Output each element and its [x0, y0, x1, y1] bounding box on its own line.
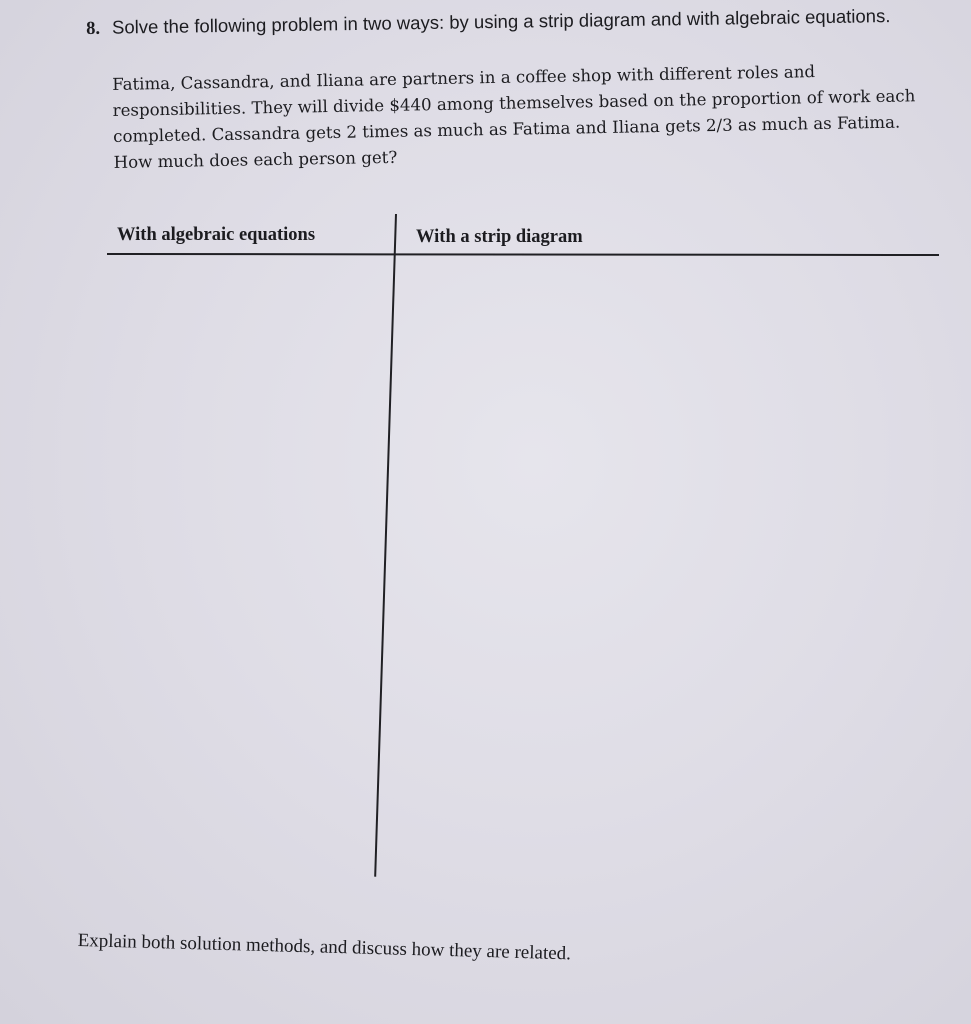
- table-horizontal-rule: [107, 253, 939, 256]
- question-heading: [86, 4, 946, 40]
- question-prompt: Solve the following problem in two ways: by using a strip diagram and with algebraic equations.: [111, 5, 891, 38]
- problem-line: completed. Cassandra gets 2 times as much as Fatima and Iliana gets 2/3 as much as Fatima.: [113, 112, 901, 146]
- problem-line: responsibilities. They will divide $440 among themselves based on the proportion of work each: [112, 86, 916, 120]
- problem-line: Fatima, Cassandra, and Iliana are partners in a coffee shop with different roles and: [112, 62, 816, 94]
- algebraic-equations-header: With algebraic equations: [117, 225, 316, 245]
- strip-diagram-header: With a strip diagram: [416, 227, 583, 247]
- table-vertical-rule: [374, 214, 397, 877]
- question-number: 8.: [86, 18, 101, 39]
- problem-statement: [112, 57, 934, 176]
- explain-prompt: Explain both solution methods, and discuss how they are related.: [77, 930, 572, 965]
- problem-line: How much does each person get?: [113, 147, 398, 172]
